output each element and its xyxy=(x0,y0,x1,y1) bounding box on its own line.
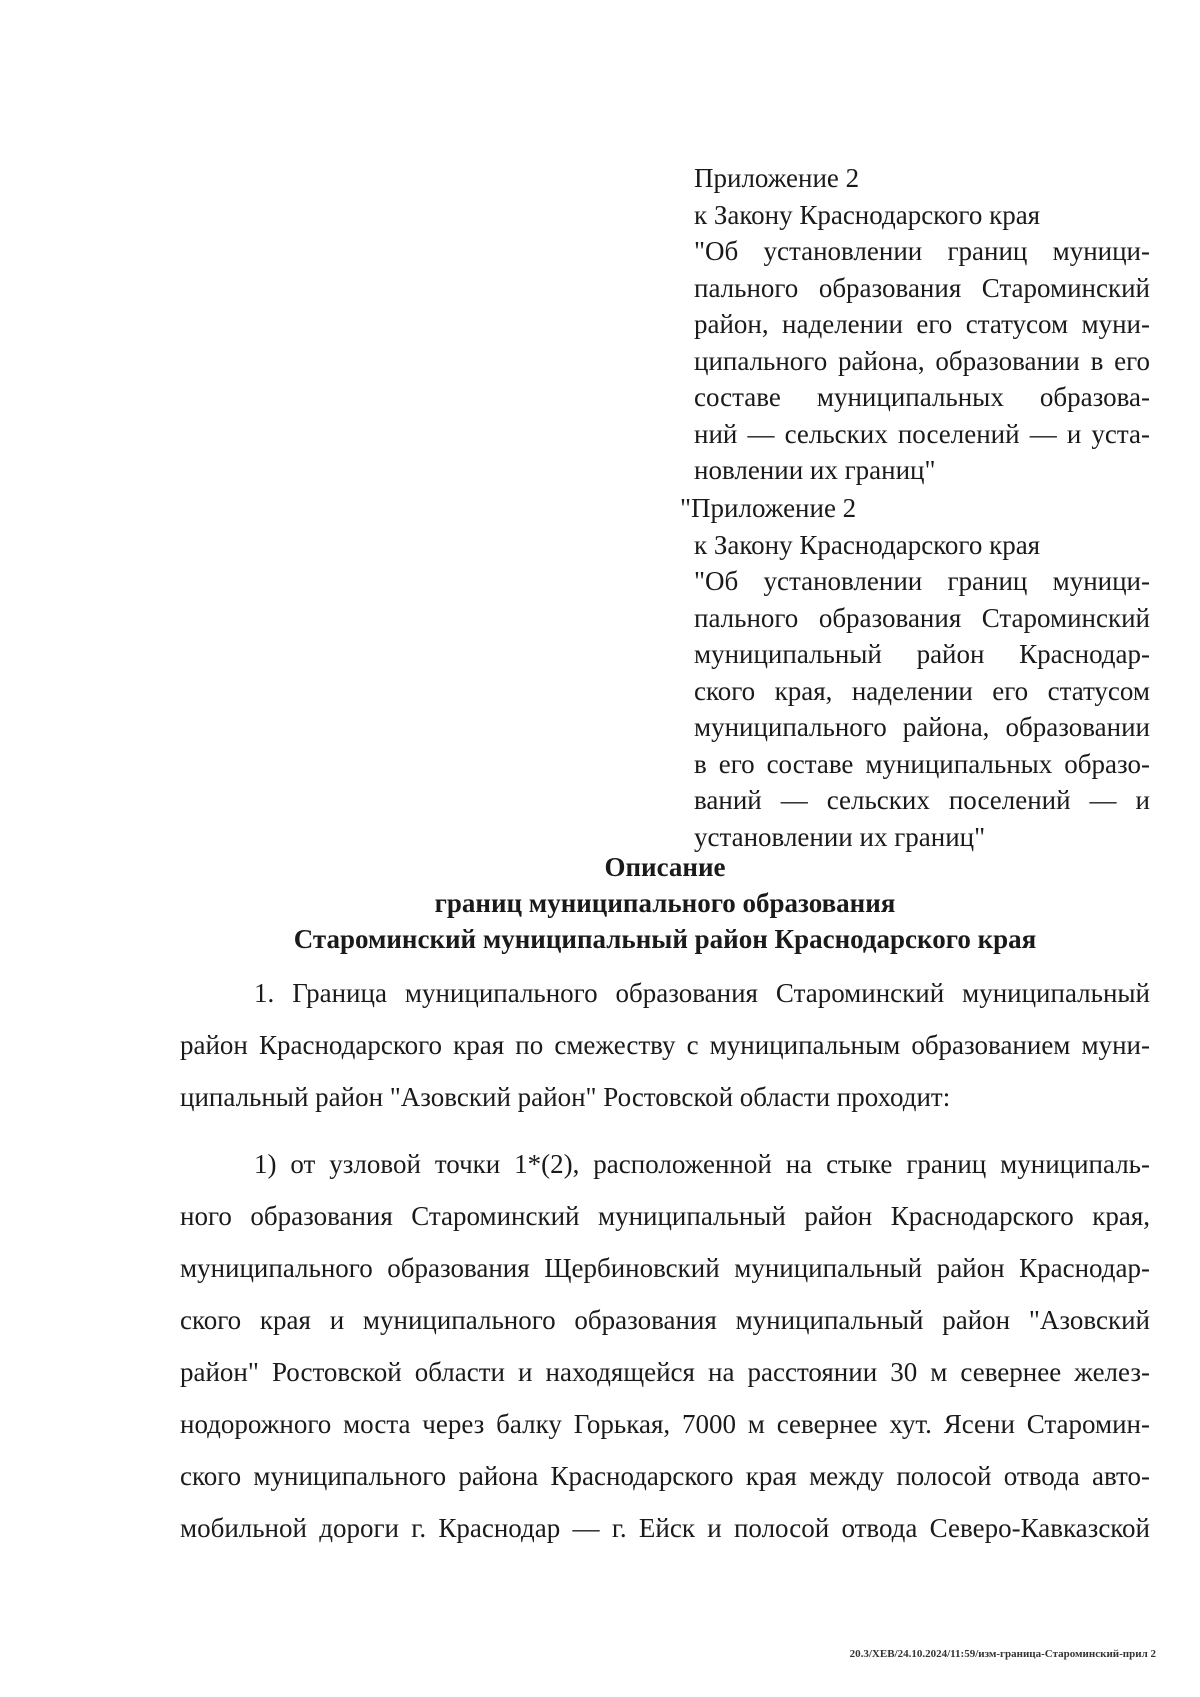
document-footer-code: 20.3/XEB/24.10.2024/11:59/изм-граница-Староминский-прил 2 xyxy=(849,1648,1156,1660)
appendix-line: муниципального района, образовании xyxy=(694,712,1150,742)
appendix-line: ского края, наделении его статусом xyxy=(694,675,1150,706)
appendix-line: муниципальный район Краснодар- xyxy=(694,639,1150,669)
body-line: 1) от узловой точки 1*(2), расположенной на стыке границ муниципаль- xyxy=(254,1149,1150,1179)
body-line: 1. Граница муниципального образования Староминский муниципальный xyxy=(254,978,1150,1008)
document-body xyxy=(180,967,1150,1554)
appendix-line: новлении их границ" xyxy=(694,455,936,485)
appendix-line: установлении их границ" xyxy=(694,821,986,852)
appendix-line: ваний — сельских поселений — и xyxy=(694,785,1150,815)
appendix-line: ний — сельских поселений — и уста- xyxy=(694,418,1150,449)
body-line: ского муниципального района Краснодарского края между полосой отвода авто- xyxy=(180,1461,1150,1491)
appendix-line: составе муниципальных образова- xyxy=(694,382,1150,412)
appendix-line: Приложение 2 xyxy=(694,163,860,193)
appendix-line: к Закону Краснодарского края xyxy=(694,199,1041,230)
body-line: ного образования Староминский муниципальный район Краснодарского края, xyxy=(180,1201,1150,1231)
appendix-header-current xyxy=(694,160,1150,489)
appendix-line: пального образования Староминский xyxy=(694,272,1150,303)
body-line: нодорожного моста через балку Горькая, 7000 м севернее хут. Ясени Старомин- xyxy=(180,1409,1150,1439)
appendix-line: "Приложение 2 xyxy=(680,493,857,523)
body-line: мобильной дороги г. Краснодар — г. Ейск и полосой отвода Северо-Кавказской xyxy=(180,1513,1150,1543)
appendix-header-new xyxy=(680,490,1150,855)
appendix-line: ципального района, образовании в его xyxy=(694,345,1150,376)
appendix-line: "Об установлении границ муници- xyxy=(694,236,1150,266)
title-line: границ муниципального образования xyxy=(434,888,896,918)
appendix-line: к Закону Краснодарского края xyxy=(694,529,1041,560)
title-line: Староминский муниципальный район Краснодарского края xyxy=(293,924,1037,954)
appendix-line: пального образования Староминский xyxy=(694,602,1150,633)
appendix-line: район, наделении его статусом муни- xyxy=(694,309,1150,339)
appendix-line: "Об установлении границ муници- xyxy=(694,566,1150,596)
appendix-line: в его составе муниципальных образо- xyxy=(694,748,1150,779)
body-line: ципальный район "Азовский район" Ростовской области проходит: xyxy=(180,1082,951,1112)
body-line: район Краснодарского края по смежеству с муниципальным образованием муни- xyxy=(180,1030,1150,1060)
title-line: Описание xyxy=(604,852,726,882)
body-line: ского края и муниципального образования муниципальный район "Азовский xyxy=(180,1305,1150,1335)
body-line: муниципального образования Щербиновский муниципальный район Краснодар- xyxy=(180,1253,1150,1283)
body-line: район" Ростовской области и находящейся на расстоянии 30 м севернее желез- xyxy=(180,1357,1150,1387)
document-title xyxy=(180,849,1150,957)
